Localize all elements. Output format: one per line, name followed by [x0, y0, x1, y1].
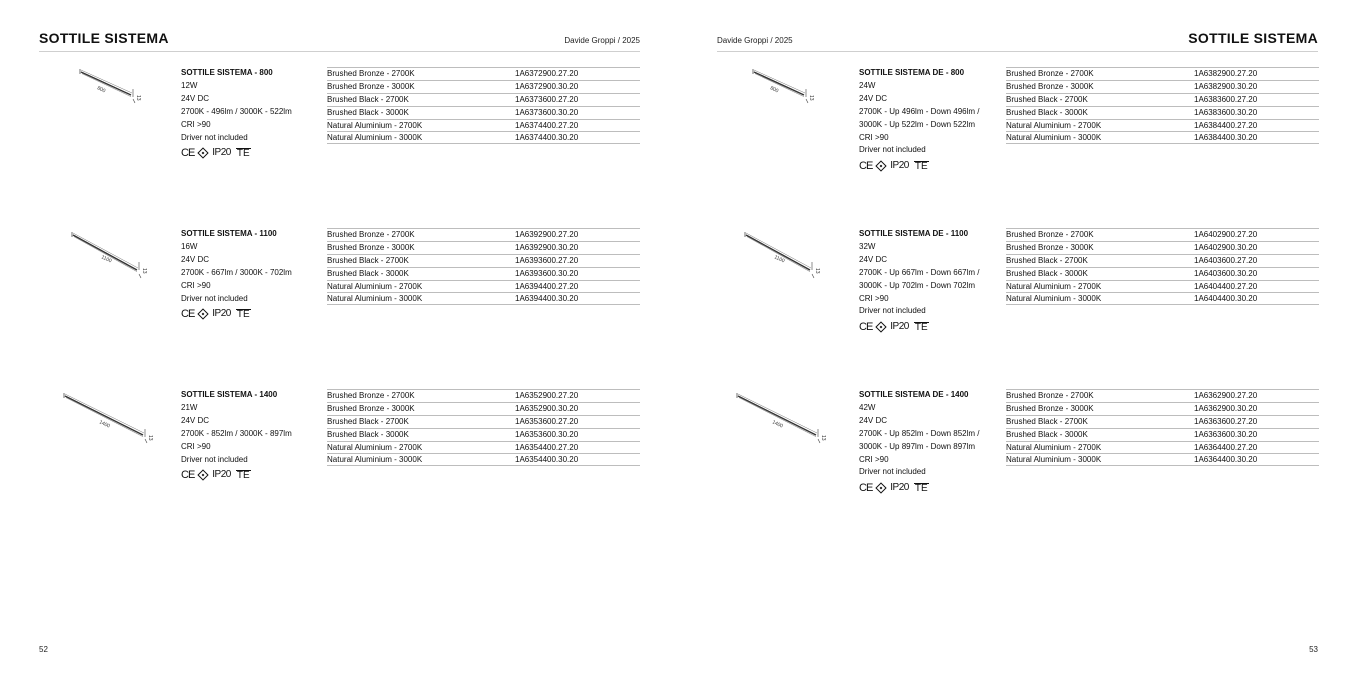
variant-finish: Natural Aluminium - 3000K: [1006, 294, 1102, 304]
length-label: 1100: [773, 254, 786, 265]
spec-line: Driver not included: [859, 145, 926, 155]
designer-credit: Davide Groppi / 2025: [564, 36, 640, 45]
product-block: [0, 389, 678, 529]
designer-credit: Davide Groppi / 2025: [717, 36, 793, 45]
variant-finish: Brushed Bronze - 3000K: [1006, 403, 1094, 413]
length-label: 800: [769, 85, 780, 95]
te-mark-icon: TE: [236, 308, 250, 320]
ce-mark-icon: CE: [859, 481, 873, 494]
te-mark-icon: TE: [914, 482, 928, 494]
certification-marks: [859, 320, 999, 334]
class-symbol-icon: [876, 161, 887, 172]
table-row: [327, 267, 640, 280]
variant-finish: Brushed Bronze - 3000K: [327, 403, 415, 413]
class-symbol-icon: [198, 309, 209, 320]
section-label: 13: [135, 95, 141, 101]
product-name: SOTTILE SISTEMA DE - 800: [859, 68, 965, 77]
variant-table: [1006, 228, 1319, 305]
depth-dimension: [139, 274, 141, 278]
product-block: [678, 389, 1356, 529]
table-row: [1006, 280, 1319, 293]
variant-finish: Natural Aluminium - 3000K: [327, 294, 423, 304]
luminaire-bar: [81, 72, 131, 95]
length-label: 1400: [98, 419, 111, 430]
luminaire-bar-edge: [66, 398, 143, 437]
table-row: [327, 80, 640, 93]
class-symbol-icon: [198, 470, 209, 481]
variant-code: 1A6404400.30.20: [1194, 294, 1258, 304]
product-name: SOTTILE SISTEMA - 800: [181, 68, 273, 77]
product-drawing: [55, 389, 165, 459]
variant-finish: Brushed Bronze - 2700K: [327, 391, 415, 400]
table-row: [327, 280, 640, 293]
table-row: [1006, 389, 1319, 402]
variant-code: 1A6403600.30.20: [1194, 268, 1258, 278]
spec-line: 2700K - 667lm / 3000K - 702lm: [181, 267, 292, 277]
spec-line: 24V DC: [181, 93, 210, 103]
luminaire-bar: [65, 396, 143, 435]
variant-code: 1A6392900.30.20: [515, 242, 579, 252]
luminaire-bar: [738, 396, 816, 435]
product-name: SOTTILE SISTEMA DE - 1400: [859, 390, 969, 399]
table-row: [327, 428, 640, 441]
product-drawing: [728, 228, 838, 298]
header-divider: [717, 51, 1318, 52]
length-label: 1100: [100, 254, 113, 265]
spec-line: Driver not included: [181, 293, 248, 303]
variant-table: [1006, 389, 1319, 466]
luminaire-bar-edge: [74, 237, 137, 272]
section-label: 13: [820, 435, 826, 441]
variant-code: 1A6364400.27.20: [1194, 442, 1258, 452]
page-number: 53: [1309, 645, 1318, 654]
section-label: 13: [808, 95, 814, 101]
table-row: [1006, 67, 1319, 80]
variant-code: 1A6393600.30.20: [515, 268, 579, 278]
section-label: 13: [814, 268, 820, 274]
table-row: [1006, 106, 1319, 119]
table-row: [327, 389, 640, 402]
table-row: [1006, 453, 1319, 466]
spec-line: CRI >90: [181, 280, 211, 290]
class-symbol-icon: [198, 148, 209, 159]
variant-code: 1A6352900.30.20: [515, 403, 579, 413]
variant-code: 1A6384400.27.20: [1194, 120, 1258, 130]
length-label: 1400: [771, 419, 784, 430]
depth-dimension: [812, 274, 814, 278]
spec-line: Driver not included: [181, 132, 248, 142]
page-title: SOTTILE SISTEMA: [39, 30, 169, 46]
variant-code: 1A6372900.30.20: [515, 81, 579, 91]
product-drawing: [55, 228, 165, 298]
spec-line: 16W: [181, 241, 198, 251]
variant-code: 1A6374400.30.20: [515, 133, 579, 143]
luminaire-bar-edge: [82, 74, 131, 97]
ce-mark-icon: CE: [181, 468, 195, 481]
table-row: [327, 415, 640, 428]
table-row: [327, 228, 640, 241]
depth-dimension: [818, 439, 820, 443]
luminaire-bar-edge: [747, 237, 810, 272]
product-name: SOTTILE SISTEMA - 1100: [181, 229, 277, 238]
certification-marks: [859, 481, 999, 495]
table-row: [327, 67, 640, 80]
table-row: [1006, 131, 1319, 144]
table-row: [327, 93, 640, 106]
variant-code: 1A6363600.30.20: [1194, 429, 1258, 439]
variant-code: 1A6404400.27.20: [1194, 281, 1258, 291]
variant-finish: Brushed Bronze - 3000K: [327, 81, 415, 91]
depth-dimension: [806, 99, 808, 103]
table-row: [1006, 254, 1319, 267]
variant-code: 1A6354400.27.20: [515, 442, 579, 452]
variant-code: 1A6384400.30.20: [1194, 133, 1258, 143]
table-row: [1006, 119, 1319, 132]
spec-line: 12W: [181, 80, 198, 90]
spec-line: 3000K - Up 522lm - Down 522lm: [859, 119, 976, 129]
variant-finish: Brushed Bronze - 2700K: [327, 230, 415, 239]
spec-line: 24V DC: [859, 254, 888, 264]
variant-code: 1A6372900.27.20: [515, 69, 579, 78]
spec-line: CRI >90: [181, 119, 211, 129]
variant-finish: Brushed Black - 3000K: [1006, 268, 1088, 278]
ce-mark-icon: CE: [859, 320, 873, 333]
variant-table: [1006, 67, 1319, 144]
spec-line: CRI >90: [859, 454, 889, 464]
variant-code: 1A6362900.27.20: [1194, 391, 1258, 400]
product-specs: [859, 228, 999, 334]
spec-line: 24V DC: [859, 415, 888, 425]
variant-finish: Natural Aluminium - 2700K: [1006, 281, 1102, 291]
table-row: [327, 402, 640, 415]
variant-finish: Natural Aluminium - 3000K: [1006, 455, 1102, 465]
dimension-line: [754, 70, 805, 93]
variant-finish: Brushed Bronze - 2700K: [1006, 230, 1094, 239]
variant-code: 1A6353600.30.20: [515, 429, 579, 439]
spec-line: 24V DC: [859, 93, 888, 103]
table-row: [327, 241, 640, 254]
variant-table: [327, 389, 640, 466]
variant-finish: Natural Aluminium - 2700K: [327, 442, 423, 452]
ce-mark-icon: CE: [859, 159, 873, 172]
luminaire-bar: [746, 235, 810, 270]
variant-code: 1A6363600.27.20: [1194, 416, 1258, 426]
table-row: [1006, 441, 1319, 454]
spec-line: CRI >90: [859, 293, 889, 303]
variant-finish: Brushed Black - 2700K: [1006, 255, 1088, 265]
variant-table: [327, 228, 640, 305]
section-label: 13: [147, 435, 153, 441]
section-label: 13: [141, 268, 147, 274]
spec-line: Driver not included: [181, 454, 248, 464]
product-name: SOTTILE SISTEMA - 1400: [181, 390, 278, 399]
variant-code: 1A6373600.27.20: [515, 94, 579, 104]
variant-finish: Brushed Black - 3000K: [327, 429, 409, 439]
dimension-line: [81, 70, 132, 93]
table-row: [1006, 402, 1319, 415]
product-drawing: [728, 67, 838, 137]
variant-finish: Brushed Black - 3000K: [327, 107, 409, 117]
variant-finish: Brushed Bronze - 3000K: [327, 242, 415, 252]
spec-line: 3000K - Up 897lm - Down 897lm: [859, 441, 976, 451]
spec-line: 3000K - Up 702lm - Down 702lm: [859, 280, 976, 290]
te-mark-icon: TE: [236, 147, 250, 159]
depth-dimension: [145, 439, 147, 443]
variant-code: 1A6392900.27.20: [515, 230, 579, 239]
variant-finish: Natural Aluminium - 3000K: [327, 133, 423, 143]
table-row: [1006, 241, 1319, 254]
spec-line: Driver not included: [859, 306, 926, 316]
dimension-line: [746, 233, 811, 268]
variant-table: [327, 67, 640, 144]
variant-finish: Brushed Black - 2700K: [327, 416, 409, 426]
ip-rating-icon: IP20: [890, 159, 909, 171]
product-specs: [181, 67, 321, 160]
product-specs: [859, 389, 999, 495]
table-row: [1006, 267, 1319, 280]
te-mark-icon: TE: [914, 321, 928, 333]
table-row: [327, 106, 640, 119]
spec-line: CRI >90: [859, 132, 889, 142]
spec-line: Driver not included: [859, 467, 926, 477]
table-row: [1006, 428, 1319, 441]
ip-rating-icon: IP20: [890, 481, 909, 493]
product-block: [678, 228, 1356, 368]
variant-code: 1A6403600.27.20: [1194, 255, 1258, 265]
product-drawing: [728, 389, 838, 459]
variant-code: 1A6354400.30.20: [515, 455, 579, 465]
certification-marks: [181, 468, 321, 482]
variant-finish: Natural Aluminium - 3000K: [1006, 133, 1102, 143]
variant-finish: Natural Aluminium - 3000K: [327, 455, 423, 465]
product-block: [678, 67, 1356, 207]
table-row: [1006, 292, 1319, 305]
luminaire-bar-edge: [739, 398, 816, 437]
variant-finish: Brushed Black - 3000K: [1006, 429, 1088, 439]
table-row: [327, 441, 640, 454]
spec-line: 24V DC: [181, 254, 210, 264]
length-label: 800: [96, 85, 107, 95]
ce-mark-icon: CE: [181, 307, 195, 320]
variant-finish: Brushed Black - 3000K: [327, 268, 409, 278]
ip-rating-icon: IP20: [212, 307, 231, 319]
product-specs: [181, 389, 321, 482]
catalog-page-right: [678, 0, 1356, 678]
table-row: [327, 453, 640, 466]
ce-mark-icon: CE: [181, 146, 195, 159]
variant-code: 1A6383600.27.20: [1194, 94, 1258, 104]
product-block: [0, 67, 678, 207]
variant-code: 1A6394400.30.20: [515, 294, 579, 304]
variant-code: 1A6353600.27.20: [515, 416, 579, 426]
ip-rating-icon: IP20: [212, 146, 231, 158]
variant-code: 1A6394400.27.20: [515, 281, 579, 291]
ip-rating-icon: IP20: [890, 320, 909, 332]
variant-code: 1A6362900.30.20: [1194, 403, 1258, 413]
variant-finish: Natural Aluminium - 2700K: [327, 281, 423, 291]
product-drawing: [55, 67, 165, 137]
variant-finish: Brushed Bronze - 2700K: [327, 69, 415, 78]
spec-line: 2700K - Up 496lm - Down 496lm /: [859, 106, 980, 116]
variant-code: 1A6382900.30.20: [1194, 81, 1258, 91]
ip-rating-icon: IP20: [212, 468, 231, 480]
table-row: [327, 131, 640, 144]
class-symbol-icon: [876, 322, 887, 333]
spec-line: 42W: [859, 402, 876, 412]
variant-finish: Brushed Black - 2700K: [1006, 94, 1088, 104]
variant-finish: Natural Aluminium - 2700K: [327, 120, 423, 130]
depth-dimension: [133, 99, 135, 103]
luminaire-bar: [754, 72, 804, 95]
variant-code: 1A6352900.27.20: [515, 391, 579, 400]
luminaire-bar-edge: [755, 74, 804, 97]
table-row: [327, 292, 640, 305]
certification-marks: [181, 146, 321, 160]
variant-finish: Brushed Black - 2700K: [327, 255, 409, 265]
spec-line: 32W: [859, 241, 876, 251]
table-row: [1006, 228, 1319, 241]
product-specs: [181, 228, 321, 321]
variant-code: 1A6393600.27.20: [515, 255, 579, 265]
variant-finish: Brushed Bronze - 2700K: [1006, 391, 1094, 400]
header-divider: [39, 51, 640, 52]
spec-line: 2700K - Up 667lm - Down 667lm /: [859, 267, 980, 277]
page-number: 52: [39, 645, 48, 654]
variant-finish: Brushed Black - 2700K: [327, 94, 409, 104]
table-row: [1006, 80, 1319, 93]
variant-code: 1A6383600.30.20: [1194, 107, 1258, 117]
product-specs: [859, 67, 999, 173]
table-row: [1006, 93, 1319, 106]
spec-line: 24W: [859, 80, 876, 90]
luminaire-bar: [73, 235, 137, 270]
variant-finish: Natural Aluminium - 2700K: [1006, 120, 1102, 130]
table-row: [327, 119, 640, 132]
variant-finish: Natural Aluminium - 2700K: [1006, 442, 1102, 452]
certification-marks: [181, 307, 321, 321]
variant-code: 1A6373600.30.20: [515, 107, 579, 117]
variant-code: 1A6374400.27.20: [515, 120, 579, 130]
variant-code: 1A6402900.27.20: [1194, 230, 1258, 239]
variant-finish: Brushed Bronze - 3000K: [1006, 81, 1094, 91]
spec-line: 21W: [181, 402, 198, 412]
spec-line: 2700K - Up 852lm - Down 852lm /: [859, 428, 980, 438]
variant-finish: Brushed Bronze - 3000K: [1006, 242, 1094, 252]
te-mark-icon: TE: [236, 469, 250, 481]
certification-marks: [859, 159, 999, 173]
table-row: [327, 254, 640, 267]
page-title: SOTTILE SISTEMA: [1188, 30, 1318, 46]
spec-line: 2700K - 852lm / 3000K - 897lm: [181, 428, 292, 438]
variant-finish: Brushed Bronze - 2700K: [1006, 69, 1094, 78]
table-row: [1006, 415, 1319, 428]
te-mark-icon: TE: [914, 160, 928, 172]
product-block: [0, 228, 678, 368]
variant-code: 1A6382900.27.20: [1194, 69, 1258, 78]
spec-line: 24V DC: [181, 415, 210, 425]
variant-finish: Brushed Black - 2700K: [1006, 416, 1088, 426]
dimension-line: [73, 233, 138, 268]
product-name: SOTTILE SISTEMA DE - 1100: [859, 229, 969, 238]
spec-line: CRI >90: [181, 441, 211, 451]
spec-line: 2700K - 496lm / 3000K - 522lm: [181, 106, 292, 116]
variant-finish: Brushed Black - 3000K: [1006, 107, 1088, 117]
variant-code: 1A6364400.30.20: [1194, 455, 1258, 465]
variant-code: 1A6402900.30.20: [1194, 242, 1258, 252]
class-symbol-icon: [876, 483, 887, 494]
